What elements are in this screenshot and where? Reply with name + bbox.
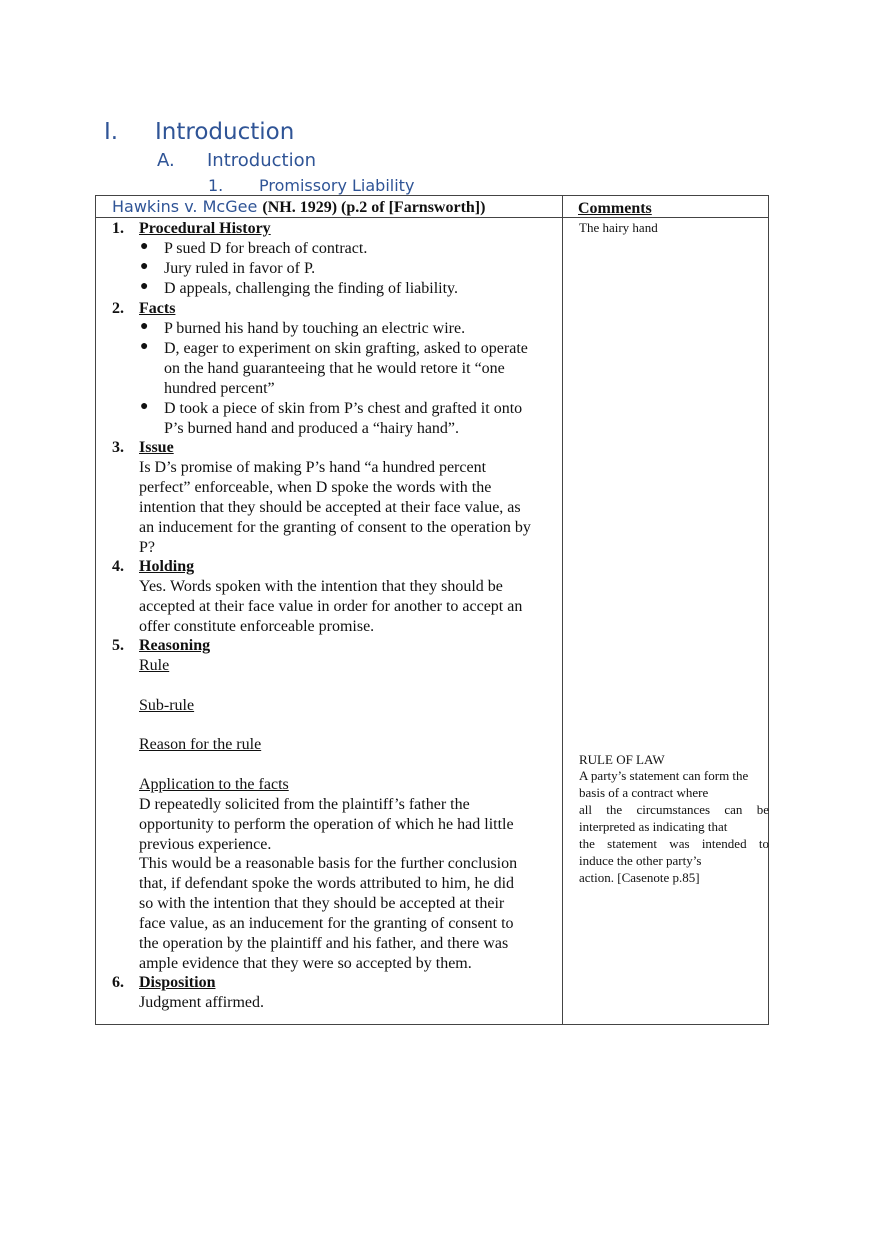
procedural-bullet: P sued D for breach of contract. xyxy=(164,240,368,257)
issue-line: Is D’s promise of making P’s hand “a hundred percent xyxy=(139,459,487,476)
section-title-issue: Issue xyxy=(139,439,174,456)
issue-line: an inducement for the granting of consent to the operation by xyxy=(139,519,531,536)
rule-of-law-line: induce the other party’s xyxy=(579,853,702,868)
section-number: 6. xyxy=(112,974,124,991)
bullet-icon: ● xyxy=(140,239,149,254)
reasoning-line: opportunity to perform the operation of which he had little xyxy=(139,816,514,833)
bullet-icon: ● xyxy=(140,319,149,334)
issue-line: perfect” enforceable, when D spoke the words with the xyxy=(139,479,492,496)
section-number: 3. xyxy=(112,439,124,456)
rule-of-law-line: basis of a contract where xyxy=(579,785,709,800)
section-title-reasoning: Reasoning xyxy=(139,637,211,654)
reasoning-rule-label: Rule xyxy=(139,657,170,674)
section-number: 5. xyxy=(112,637,124,654)
procedural-bullet: D appeals, challenging the finding of liability. xyxy=(164,280,458,297)
section-title-facts: Facts xyxy=(139,300,176,317)
header-divider xyxy=(96,217,768,218)
facts-bullet-line: D, eager to experiment on skin grafting, asked to operate xyxy=(164,340,528,357)
facts-bullet-line: P burned his hand by touching an electric wire. xyxy=(164,320,466,337)
procedural-bullet: Jury ruled in favor of P. xyxy=(164,260,316,277)
heading-3-title: Promissory Liability xyxy=(259,176,415,195)
case-brief-table xyxy=(95,195,769,1025)
bullet-icon: ● xyxy=(140,259,149,274)
reasoning-reason-label: Reason for the rule xyxy=(139,736,262,753)
case-title-line xyxy=(112,197,485,217)
section-title-disposition: Disposition xyxy=(139,974,216,991)
facts-bullet-line: on the hand guaranteeing that he would retore it “one xyxy=(164,360,505,377)
bullet-icon: ● xyxy=(140,399,149,414)
rule-of-law-line: the statement was intended to xyxy=(579,836,769,851)
reasoning-application-label: Application to the facts xyxy=(139,776,289,793)
holding-line: accepted at their face value in order for another to accept an xyxy=(139,598,523,615)
rule-of-law-line: action. [Casenote p.85] xyxy=(579,870,700,885)
bullet-icon: ● xyxy=(140,279,149,294)
reasoning-line: so with the intention that they should be accepted at their xyxy=(139,895,505,912)
heading-1-title: Introduction xyxy=(155,119,295,145)
reasoning-line: the operation by the plaintiff and his father, and there was xyxy=(139,935,509,952)
reasoning-line: This would be a reasonable basis for the further conclusion xyxy=(139,855,518,872)
facts-bullet-line: hundred percent” xyxy=(164,380,275,397)
section-number: 2. xyxy=(112,300,124,317)
issue-line: intention that they should be accepted at their face value, as xyxy=(139,499,521,516)
case-name: Hawkins v. McGee xyxy=(112,197,258,216)
rule-of-law-line: all the circumstances can be xyxy=(579,802,769,817)
heading-3-number: 1. xyxy=(208,176,224,195)
comment-note: The hairy hand xyxy=(579,220,658,235)
reasoning-line: previous experience. xyxy=(139,836,272,853)
facts-bullet-line: D took a piece of skin from P’s chest and grafted it onto xyxy=(164,400,523,417)
holding-line: offer constitute enforceable promise. xyxy=(139,618,375,635)
facts-bullet-line: P’s burned hand and produced a “hairy hand”. xyxy=(164,420,460,437)
reasoning-line: that, if defendant spoke the words attributed to him, he did xyxy=(139,875,515,892)
heading-2-title: Introduction xyxy=(207,150,317,171)
rule-of-law-line: A party’s statement can form the xyxy=(579,768,749,783)
column-divider xyxy=(562,196,563,1024)
section-title-procedural-history: Procedural History xyxy=(139,220,271,237)
section-title-holding: Holding xyxy=(139,558,195,575)
reasoning-subrule-label: Sub-rule xyxy=(139,697,195,714)
heading-2-number: A. xyxy=(157,150,175,171)
issue-line: P? xyxy=(139,539,155,556)
comments-header: Comments xyxy=(578,200,652,217)
rule-of-law-line: interpreted as indicating that xyxy=(579,819,728,834)
section-number: 4. xyxy=(112,558,124,575)
reasoning-line: ample evidence that they were so accepted by them. xyxy=(139,955,472,972)
disposition-text: Judgment affirmed. xyxy=(139,994,265,1011)
bullet-icon: ● xyxy=(140,339,149,354)
case-citation: (NH. 1929) (p.2 of [Farnsworth]) xyxy=(262,199,486,216)
heading-1-number: I. xyxy=(104,119,119,145)
rule-of-law-label: RULE OF LAW xyxy=(579,752,665,767)
reasoning-line: face value, as an inducement for the granting of consent to xyxy=(139,915,514,932)
section-number: 1. xyxy=(112,220,124,237)
holding-line: Yes. Words spoken with the intention that they should be xyxy=(139,578,503,595)
reasoning-line: D repeatedly solicited from the plaintiff’s father the xyxy=(139,796,470,813)
